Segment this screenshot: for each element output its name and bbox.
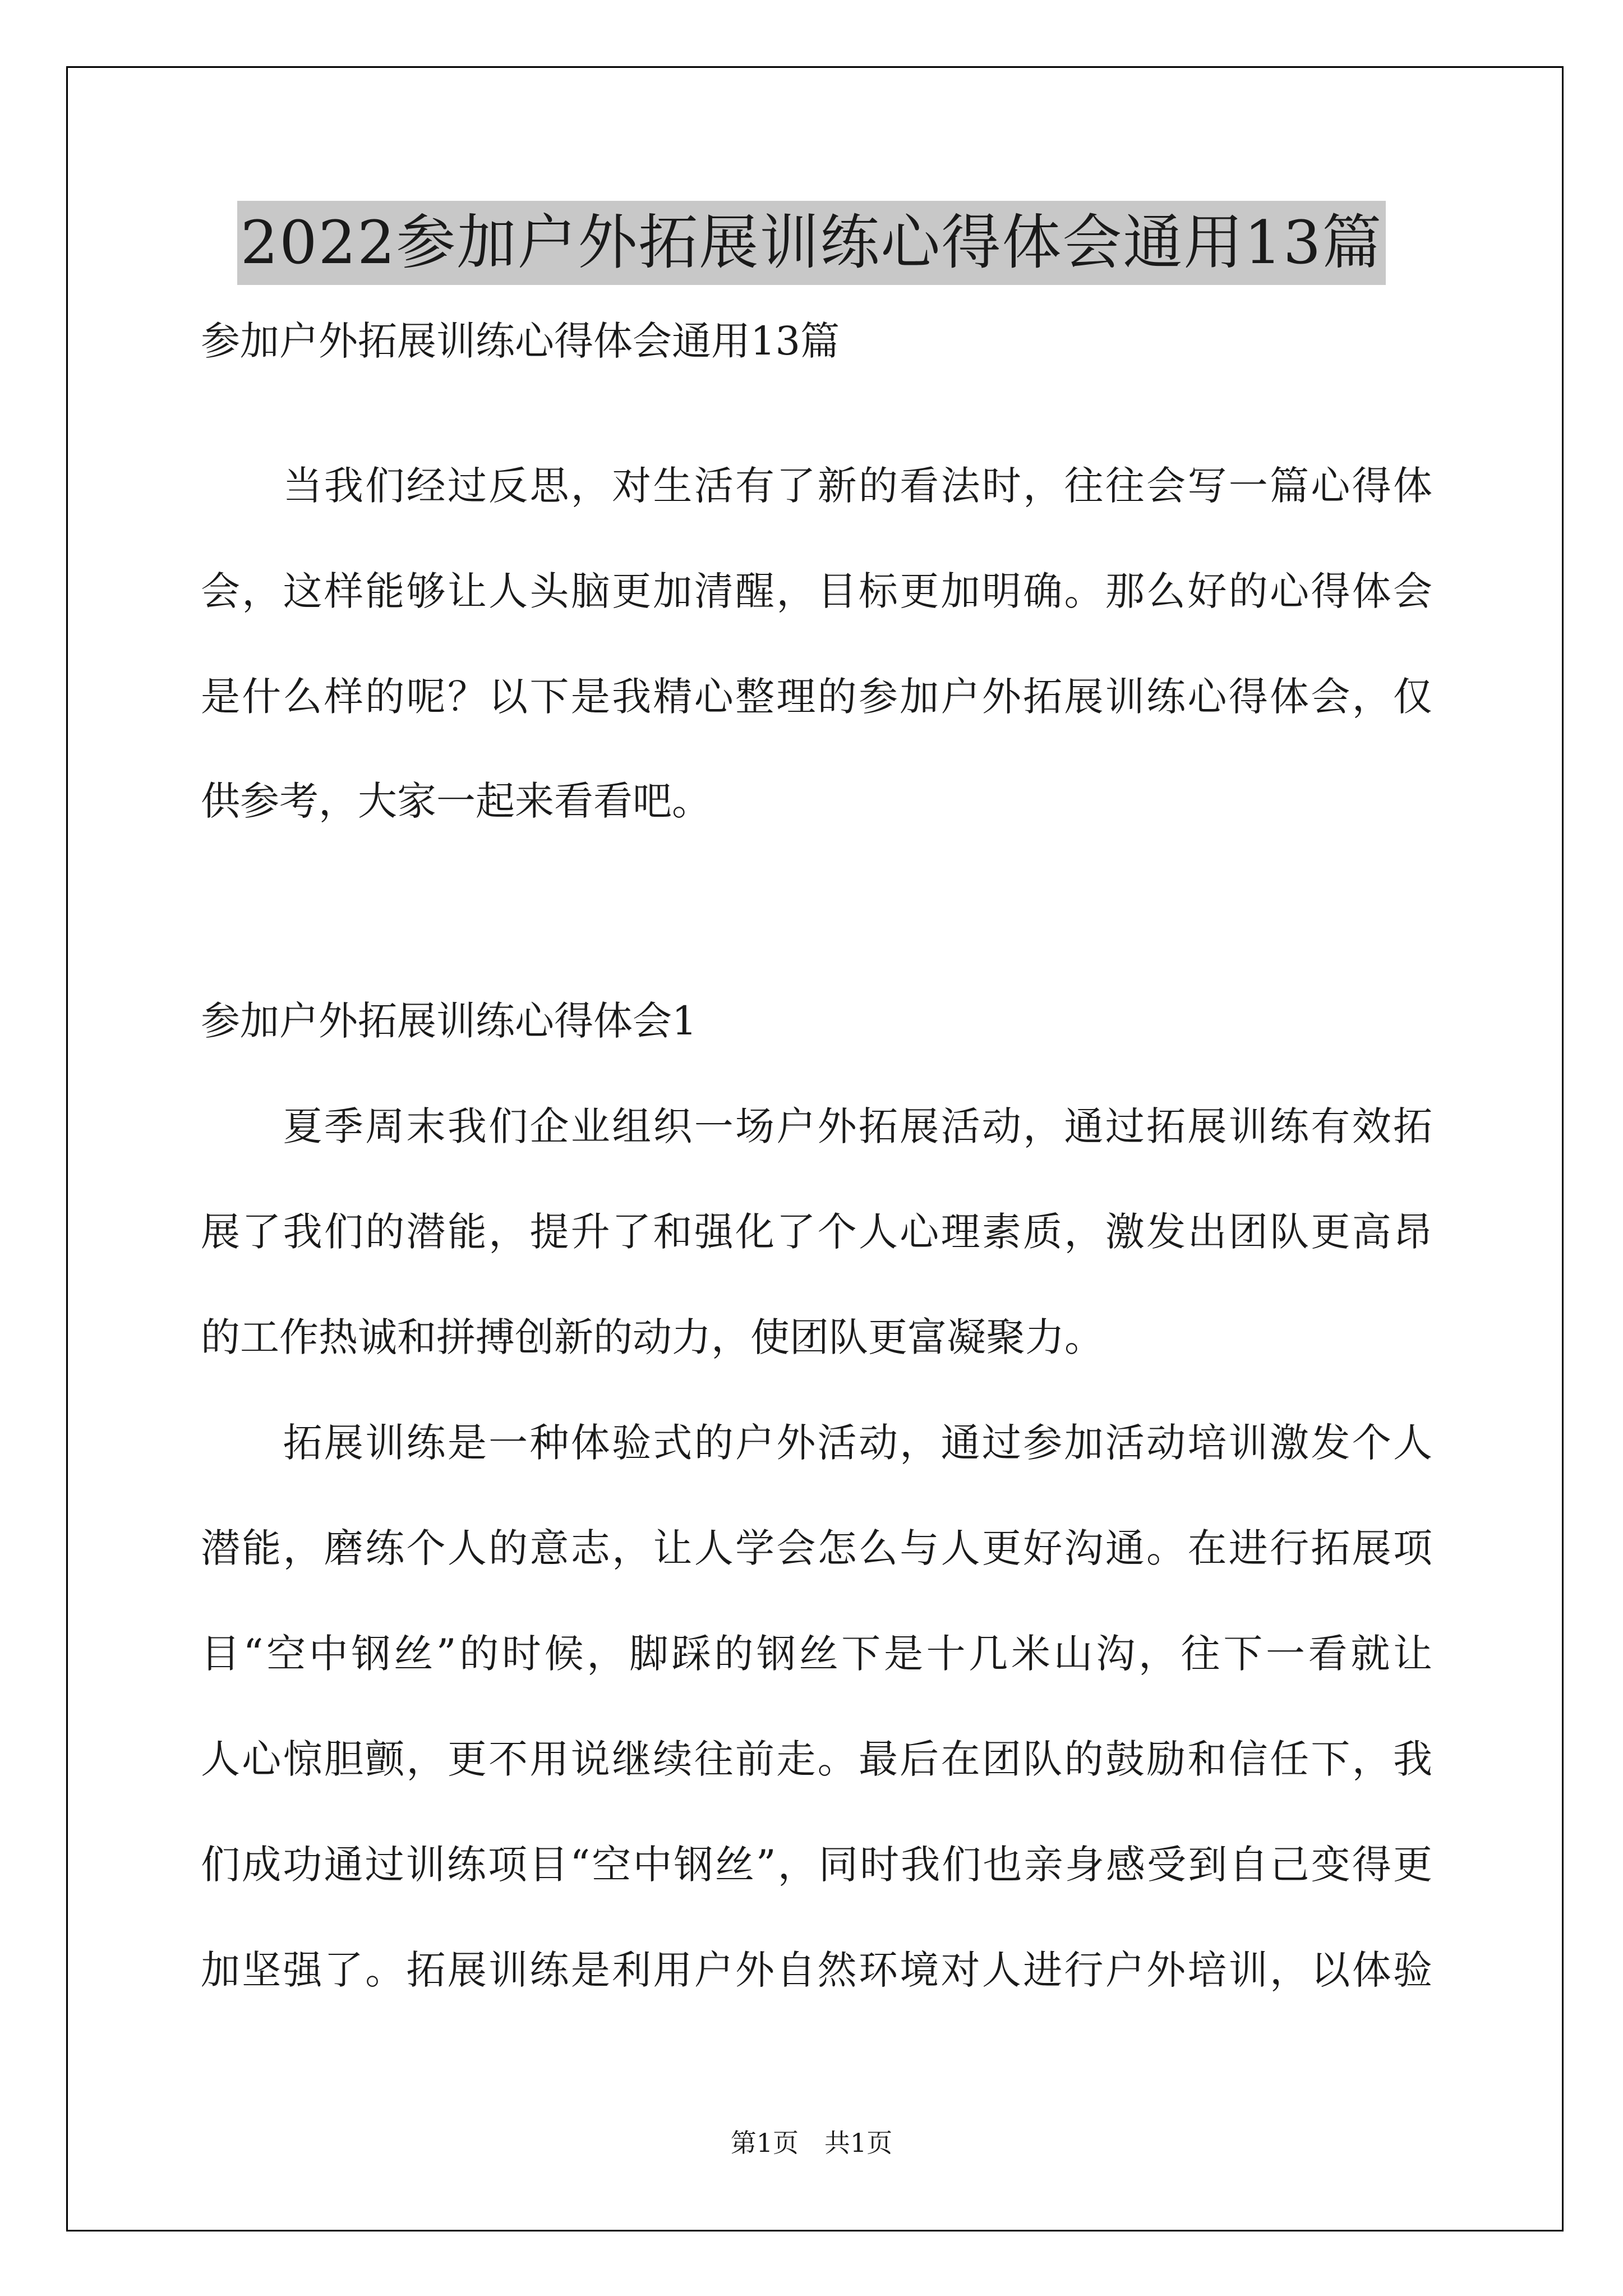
paragraph-line: 展了我们的潜能，提升了和强化了个人心理素质，激发出团队更高昂 <box>201 1209 1432 1255</box>
document-title-text: 2022参加户外拓展训练心得体会通用13篇 <box>237 201 1386 285</box>
paragraph-line: 潜能，磨练个人的意志，让人学会怎么与人更好沟通。在进行拓展项 <box>201 1525 1432 1571</box>
page-number-footer: 第1页 共1页 <box>730 2128 893 2158</box>
paragraph-line: 人心惊胆颤，更不用说继续往前走。最后在团队的鼓励和信任下，我 <box>201 1736 1432 1782</box>
paragraph-line: 夏季周末我们企业组织一场户外拓展活动，通过拓展训练有效拓 <box>201 1103 1432 1149</box>
intro-line: 当我们经过反思，对生活有了新的看法时，往往会写一篇心得体 <box>201 463 1432 509</box>
paragraph-line: 目“空中钢丝”的时候，脚踩的钢丝下是十几米山沟，往下一看就让 <box>201 1631 1432 1677</box>
paragraph-line: 拓展训练是一种体验式的户外活动，通过参加活动培训激发个人 <box>201 1420 1432 1466</box>
document-title <box>0 201 1623 285</box>
section-heading: 参加户外拓展训练心得体会1 <box>201 998 697 1044</box>
subtitle: 参加户外拓展训练心得体会通用13篇 <box>201 318 840 364</box>
paragraph-line: 加坚强了。拓展训练是利用户外自然环境对人进行户外培训，以体验 <box>201 1947 1432 1993</box>
intro-line: 供参考，大家一起来看看吧。 <box>201 778 711 824</box>
paragraph-line: 们成功通过训练项目“空中钢丝”，同时我们也亲身感受到自己变得更 <box>201 1842 1432 1888</box>
intro-line: 会，这样能够让人头脑更加清醒，目标更加明确。那么好的心得体会 <box>201 568 1432 614</box>
intro-line: 是什么样的呢？以下是我精心整理的参加户外拓展训练心得体会，仅 <box>201 674 1432 720</box>
paragraph-line: 的工作热诚和拼搏创新的动力，使团队更富凝聚力。 <box>201 1314 1104 1360</box>
